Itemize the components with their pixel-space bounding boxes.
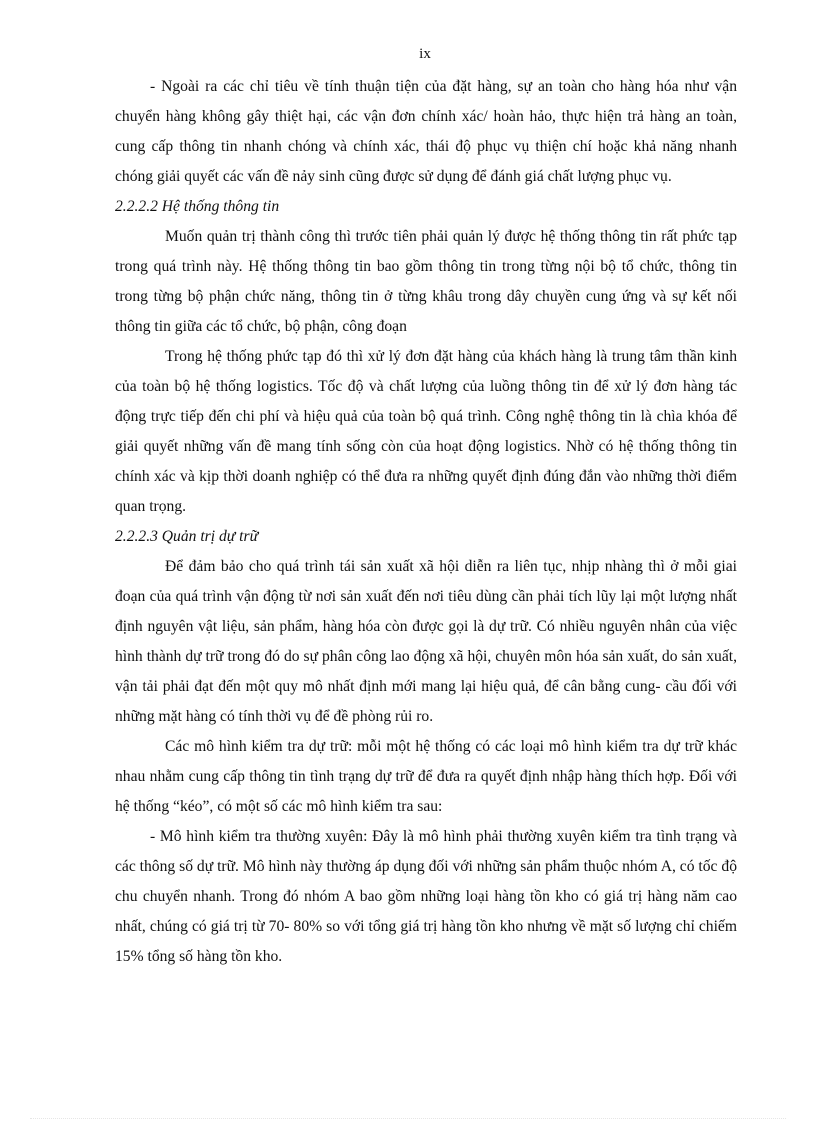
bullet-continuous-review-model: - Mô hình kiểm tra thường xuyên: Đây là mô hình phải thường xuyên kiểm tra tình trạng và các thông số dự trữ. Mô hình này thường áp dụng đối với những sản phẩm thuộc nhóm A, có tốc độ chu chuyển nhanh. Trong đó nhóm A bao gồm những loại hàng tồn kho có giá trị hàng năm cao nhất, chúng có giá trị từ 70- 80% so với tổng giá trị hàng tồn kho nhưng về mặt số lượng chỉ chiếm 15% tổng số hàng tồn kho. (115, 828, 737, 965)
document-body (115, 72, 737, 972)
section-heading-inventory-management: 2.2.2.3 Quản trị dự trữ (115, 528, 259, 545)
paragraph-inventory-control-models: Các mô hình kiểm tra dự trữ: mỗi một hệ thống có các loại mô hình kiểm tra dự trữ khác nhau nhằm cung cấp thông tin tình trạng dự trữ để đưa ra quyết định nhập hàng thích hợp. Đối với hệ thống “kéo”, có một số các mô hình kiểm tra sau: (115, 738, 737, 815)
paragraph-inventory-purpose: Để đảm bảo cho quá trình tái sản xuất xã hội diễn ra liên tục, nhịp nhàng thì ở mỗi giai đoạn của quá trình vận động từ nơi sản xuất đến nơi tiêu dùng cần phải tích lũy lại một lượng nhất định nguyên vật liệu, sản phẩm, hàng hóa còn được gọi là dự trữ. Có nhiều nguyên nhân của việc hình thành dự trữ trong đó do sự phân công lao động xã hội, chuyên môn hóa sản xuất, do sản xuất, vận tải phải đạt đến một quy mô nhất định mới mang lại hiệu quả, để cân bằng cung- cầu đối với những mặt hàng có tính thời vụ để đề phòng rủi ro. (115, 558, 737, 725)
page-bottom-divider (30, 1118, 786, 1119)
page-number: ix (419, 46, 431, 62)
paragraph-information-system-overview: Muốn quản trị thành công thì trước tiên phải quản lý được hệ thống thông tin rất phức tạp trong quá trình này. Hệ thống thông tin bao gồm thông tin trong từng nội bộ tổ chức, thông tin trong từng bộ phận chức năng, thông tin ở từng khâu trong dây chuyền cung ứng và sự kết nối thông tin giữa các tổ chức, bộ phận, công đoạn (115, 228, 737, 335)
section-heading-information-system: 2.2.2.2 Hệ thống thông tin (115, 198, 280, 215)
paragraph-order-processing: Trong hệ thống phức tạp đó thì xử lý đơn đặt hàng của khách hàng là trung tâm thần kinh của toàn bộ hệ thống logistics. Tốc độ và chất lượng của luồng thông tin để xử lý đơn hàng tác động trực tiếp đến chi phí và hiệu quả của toàn bộ quá trình. Công nghệ thông tin là chìa khóa để giải quyết những vấn đề mang tính sống còn của hoạt động logistics. Nhờ có hệ thống thông tin chính xác và kịp thời doanh nghiệp có thể đưa ra những quyết định đúng đắn vào những thời điểm quan trọng. (115, 348, 737, 515)
bullet-service-quality-criteria: - Ngoài ra các chỉ tiêu về tính thuận tiện của đặt hàng, sự an toàn cho hàng hóa như vận chuyển hàng không gây thiệt hại, các vận đơn chính xác/ hoàn hảo, thực hiện trả hàng an toàn, cung cấp thông tin nhanh chóng và chính xác, thái độ phục vụ thiện chí hoặc khả năng nhanh chóng giải quyết các vấn đề nảy sinh cũng được sử dụng để đánh giá chất lượng phục vụ. (115, 78, 737, 185)
